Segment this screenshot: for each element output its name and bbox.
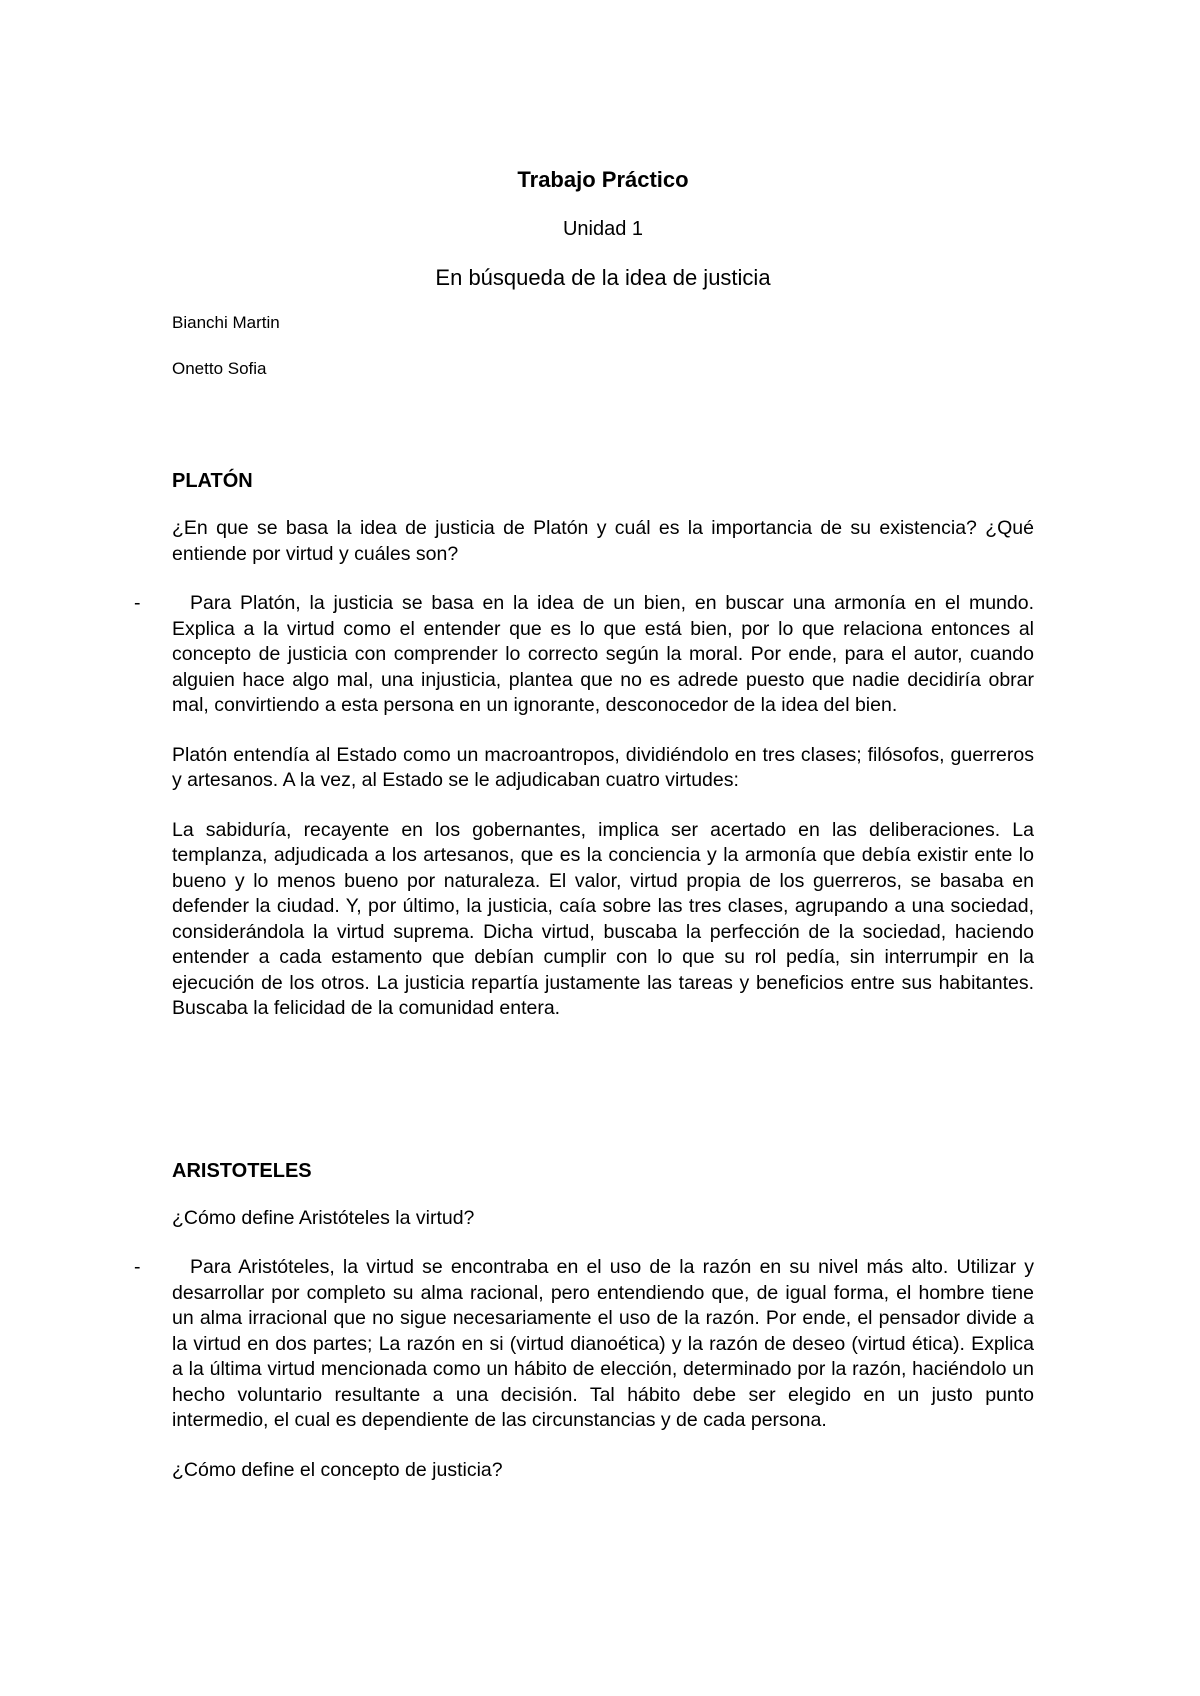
aristoteles-answer-text-1: Para Aristóteles, la virtud se encontraba en el uso de la razón en su nivel más alto. Utilizar y desarrollar por completo su alma racional, pero entendiendo que, de igual forma, el hombre tiene un alma irracional que no sigue necesariamente el uso de la razón. Por ende, el pensador divide a la virtud en dos partes; La razón en si (virtud dianoética) y la razón de deseo (virtud ética). Explica a la última virtud mencionada como un hábito de elección, determinado por la razón, haciéndolo un hecho voluntario resultante a una decisión. Tal hábito debe ser elegido en un justo punto intermedio, el cual es dependiente de las circunstancias y de cada persona. xyxy=(172,1256,1034,1431)
author-name: Bianchi Martin xyxy=(172,313,280,332)
platon-answer-text-1: Para Platón, la justicia se basa en la idea de un bien, en buscar una armonía en el mundo. Explica a la virtud como el entender que es lo que está bien, por lo que relaciona entonces al concepto de justicia con comprender lo correcto según la moral. Por ende, para el autor, cuando alguien hace algo mal, una injusticia, plantea que no es adrede puesto que nadie decidiría obrar mal, convirtiendo a esta persona en un ignorante, desconocedor de la idea del bien. xyxy=(172,592,1034,716)
section-heading-aristoteles: ARISTOTELES xyxy=(172,1159,312,1182)
list-dash: - xyxy=(134,592,141,614)
unit-label: Unidad 1 xyxy=(562,218,644,240)
document-title: Trabajo Práctico xyxy=(517,167,689,192)
aristoteles-answer-paragraph-1 xyxy=(134,1255,1034,1434)
section-heading-platon: PLATÓN xyxy=(172,470,253,492)
document-subtitle: En búsqueda de la idea de justicia xyxy=(435,265,771,290)
platon-answer-paragraph-2: Platón entendía al Estado como un macroantropos, dividiéndolo en tres clases; filósofos, guerreros y artesanos. A la vez, al Estado se le adjudicaban cuatro virtudes: xyxy=(172,743,1034,791)
aristoteles-question-2: ¿Cómo define el concepto de justicia? xyxy=(172,1458,503,1481)
aristoteles-question-1: ¿Cómo define Aristóteles la virtud? xyxy=(172,1206,475,1229)
author-name: Onetto Sofia xyxy=(172,359,267,378)
spacer xyxy=(172,404,1034,468)
spacer xyxy=(172,1046,1034,1158)
document-content xyxy=(134,166,1034,1507)
list-dash: - xyxy=(134,1256,141,1278)
platon-question: ¿En que se basa la idea de justicia de Platón y cuál es la importancia de su existencia? ¿Qué entiende por virtud y cuáles son? xyxy=(172,517,1034,565)
platon-answer-paragraph-3: La sabiduría, recayente en los gobernantes, implica ser acertado en las deliberaciones. La templanza, adjudicada a los artesanos, que es la conciencia y la armonía que debía existir ente lo bueno y lo menos bueno por naturaleza. El valor, virtud propia de los guerreros, se basaba en defender la ciudad. Y, por último, la justicia, caía sobre las tres clases, agrupando a una sociedad, considerándola la virtud suprema. Dicha virtud, buscaba la perfección de la sociedad, haciendo entender a cada estamento que debían cumplir con lo que su rol pedía, sin interrumpir en la ejecución de los otros. La justicia repartía justamente las tareas y beneficios entre sus habitantes. Buscaba la felicidad de la comunidad entera. xyxy=(172,818,1034,1019)
platon-answer-paragraph-1 xyxy=(134,591,1034,719)
